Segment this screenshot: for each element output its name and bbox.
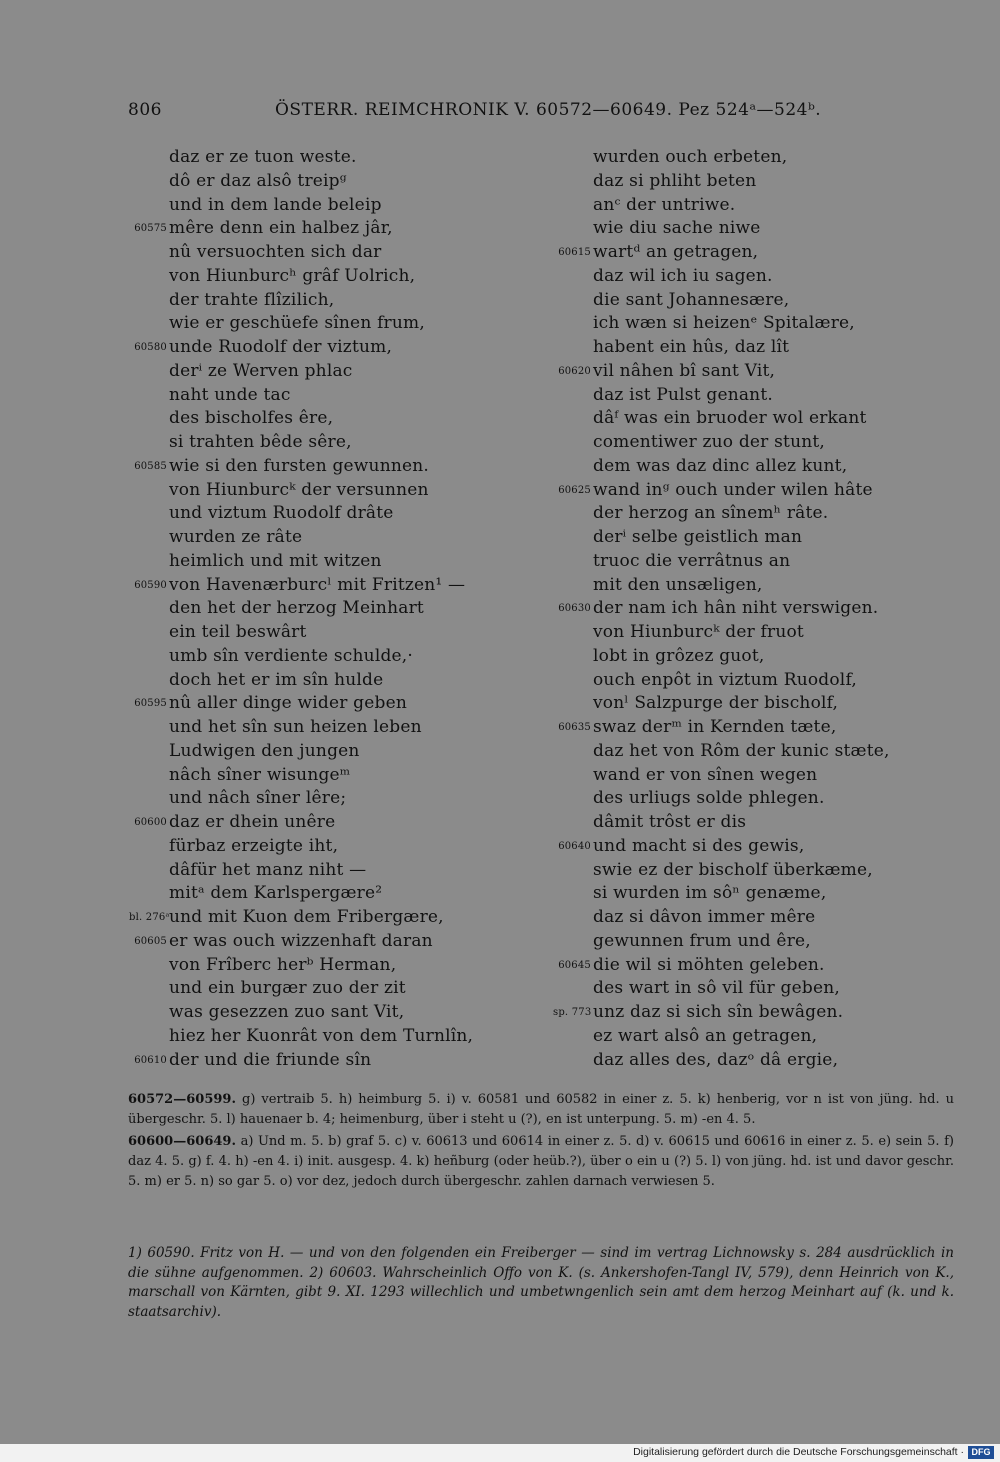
verse-line [129,455,549,479]
verse-text: wurden ouch erbeten, [593,147,788,167]
verse-text: swaz derᵐ in Kernden tæte, [593,717,837,737]
line-number: 60605 [134,935,167,947]
verse-line [129,550,549,574]
line-number: 60645 [558,959,591,971]
verse-line [129,906,549,930]
verse-text: die sant Johannesære, [593,289,790,310]
verse-text: derⁱ ze Werven phlac [169,360,353,381]
verse-line [129,574,549,598]
verse-line [553,455,973,479]
verse-text: daz wil ich iu sagen. [593,265,773,286]
verse-line [129,669,549,693]
verse-line [129,194,549,218]
verse-text: lobt in grôzez guot, [593,645,765,666]
page-number: 806 [128,100,162,120]
apparatus-section: 60600—60649. [128,1134,236,1149]
verse-text: und mit Kuon dem Fribergære, [169,907,444,927]
verse-line [553,170,973,194]
verse-text: comentiwer zuo der stunt, [593,432,826,452]
verse-line [553,1025,973,1049]
verse-text: mit den unsæligen, [593,574,763,595]
verse-text: von Hiunburcʰ grâf Uolrich, [169,265,416,286]
verse-line [129,1049,549,1073]
verse-text: vonˡ Salzpurge der bischolf, [593,693,839,714]
verse-line [129,645,549,669]
verse-text: unde Ruodolf der viztum, [169,337,393,357]
verse-text: der trahte flîzilich, [169,289,335,310]
verse-line [129,384,549,408]
verse-text: und nâch sîner lêre; [169,788,347,809]
verse-text: des bischolfes êre, [169,408,334,429]
verse-line [553,1049,973,1073]
verse-line [129,882,549,906]
verse-line [553,431,973,455]
verse-line [129,954,549,978]
verse-line [553,217,973,241]
verse-text: was gesezzen zuo sant Vit, [169,1002,405,1022]
verse-text: nû versuochten sich dar [169,242,382,262]
verse-line [553,336,973,360]
verse-line [553,787,973,811]
verse-line [129,217,549,241]
verse-text: und viztum Ruodolf drâte [169,503,394,524]
verse-line [129,740,549,764]
verse-line [553,526,973,550]
verse-text: dô er daz alsô treipᵍ [169,170,347,191]
verse-text: wie er geschüefe sînen frum, [169,313,425,334]
verse-text: und ein burgær zuo der zit [169,978,406,999]
verse-line [553,692,973,716]
left-verse-column [129,146,549,1072]
verse-text: wie si den fursten gewunnen. [169,455,430,476]
verse-line [553,312,973,336]
verse-line [553,859,973,883]
verse-line [553,384,973,408]
line-number: sp. 773 [553,1007,592,1018]
verse-text: habent ein hûs, daz lît [593,337,790,357]
verse-line [129,787,549,811]
verse-text: nâch sîner wisungeᵐ [169,764,351,785]
verse-line [553,669,973,693]
verse-line [129,621,549,645]
line-number: 60630 [558,603,591,615]
line-number: 60600 [134,817,167,828]
verse-line [553,574,973,598]
verse-text: daz si phliht beten [593,170,757,191]
verse-line [553,1001,973,1025]
verse-line [129,977,549,1001]
verse-line [553,977,973,1001]
verse-line [129,764,549,788]
verse-line [129,312,549,336]
verse-text: truoc die verrâtnus an [593,550,791,571]
verse-line [129,1001,549,1025]
verse-line [553,289,973,313]
verse-line [553,241,973,265]
verse-line [129,692,549,716]
verse-text: von Hiunburcᵏ der versunnen [169,479,429,500]
verse-line [129,859,549,883]
verse-text: der nam ich hân niht verswigen. [593,598,879,619]
verse-text: daz er dhein unêre [169,812,336,832]
verse-text: umb sîn verdiente schulde,· [169,645,414,666]
verse-text: er was ouch wizzenhaft daran [169,930,433,951]
verse-text: von Frîberc herᵇ Herman, [169,954,397,975]
verse-line [129,930,549,954]
footnote-text: 1) 60590. Fritz von H. — und von den folgenden ein Freiberger — sind im vertrag Lichnowsky s. 284 ausdrücklich in die sühne aufgenommen. 2) 60603. Wahrscheinlich Offo von K. (s. Ankershofen-Tangl IV, 579), denn Heinrich von K., marschall von Kärnten, gibt 9. XI. 1293 willechlich und umbetwngenlich sein amt dem herzog Meinhart auf (k. und k. staatsarchiv). [128,1245,954,1320]
verse-line [553,906,973,930]
verse-text: hiez her Kuonrât von dem Turnlîn, [169,1025,474,1046]
verse-line [553,597,973,621]
critical-apparatus [128,1090,954,1194]
verse-line [553,930,973,954]
verse-text: und het sîn sun heizen leben [169,717,422,737]
verse-text: si wurden im sôⁿ genæme, [593,883,827,904]
verse-line [553,479,973,503]
line-number: 60595 [134,698,167,710]
verse-text: vil nâhen bî sant Vit, [593,360,776,381]
verse-text: der und die friunde sîn [169,1049,372,1070]
verse-line [129,431,549,455]
line-number: 60635 [558,722,591,733]
line-number: 60590 [134,579,167,591]
verse-line [553,716,973,740]
verse-text: daz alles des, dazᵒ dâ ergie, [593,1049,839,1070]
apparatus-text: g) vertraib 5. h) heimburg 5. i) v. 60581 und 60582 in einer z. 5. k) henberig, vor n ist von jüng. hd. u übergeschr. 5. l) hauenaer b. 4; heimenburg, über i steht u (?), en ist unterpung. 5. m) -en 4. 5. [128,1092,954,1127]
dfg-logo: DFG [968,1446,994,1459]
verse-text: swie ez der bischolf überkæme, [593,859,873,880]
verse-text: daz het von Rôm der kunic stæte, [593,740,890,761]
verse-text: ouch enpôt in viztum Ruodolf, [593,669,857,690]
verse-text: von Hiunburcᵏ der fruot [593,622,804,642]
verse-text: dâᶠ was ein bruoder wol erkant [593,408,867,429]
verse-line [129,407,549,431]
verse-text: dem was daz dinc allez kunt, [593,455,848,476]
verse-text: daz ist Pulst genant. [593,384,773,405]
verse-text: fürbaz erzeigte iht, [169,835,339,856]
line-number: 60640 [558,840,591,852]
verse-text: naht unde tac [169,384,291,405]
verse-line [129,146,549,170]
verse-line [553,550,973,574]
verse-line [553,146,973,170]
verse-line [129,241,549,265]
verse-line [129,360,549,384]
line-number: 60615 [558,247,591,258]
verse-text: und in dem lande beleip [169,194,382,215]
verse-line [129,716,549,740]
verse-line [553,502,973,526]
verse-line [553,194,973,218]
footnotes [128,1244,954,1322]
verse-text: mêre denn ein halbez jâr, [169,218,393,239]
verse-text: des urliugs solde phlegen. [593,788,825,809]
verse-line [553,835,973,859]
line-number: 60580 [134,342,167,353]
verse-text: daz si dâvon immer mêre [593,907,816,927]
verse-text: von Havenærburcˡ mit Fritzen¹ — [169,574,466,595]
verse-line [129,479,549,503]
verse-line [129,1025,549,1049]
verse-text: nû aller dinge wider geben [169,693,408,714]
verse-line [129,170,549,194]
verse-line [129,289,549,313]
verse-line [129,835,549,859]
verse-text: den het der herzog Meinhart [169,598,424,619]
verse-text: anᶜ der untriwe. [593,194,736,215]
apparatus-entry [128,1132,954,1192]
line-number: 60610 [134,1054,167,1066]
line-number: 60625 [558,484,591,496]
line-number: bl. 276ᵃ [129,912,170,923]
verse-line [553,645,973,669]
verse-text: ein teil beswârt [169,622,307,642]
verse-text: wurden ze râte [169,527,303,547]
verse-text: gewunnen frum und êre, [593,930,811,951]
verse-text: wand inᵍ ouch under wilen hâte [593,479,873,500]
verse-line [553,882,973,906]
verse-line [553,265,973,289]
verse-text: ez wart alsô an getragen, [593,1025,818,1046]
verse-line [129,336,549,360]
verse-line [553,954,973,978]
verse-text: unz daz si sich sîn bewâgen. [593,1002,844,1022]
verse-text: wand er von sînen wegen [593,764,818,785]
verse-text: si trahten bêde sêre, [169,432,352,452]
verse-text: und macht si des gewis, [593,835,805,856]
verse-line [553,811,973,835]
verse-text: mitᵃ dem Karlspergære² [169,883,383,904]
footer-bar [0,1444,1000,1462]
line-number: 60620 [558,365,591,377]
footer-credit: Digitalisierung gefördert durch die Deutsche Forschungsgemeinschaft · [633,1446,964,1458]
verse-line [129,597,549,621]
verse-line [129,265,549,289]
verse-text: derⁱ selbe geistlich man [593,527,803,547]
verse-text: dâmit trôst er dis [593,812,747,832]
verse-line [553,360,973,384]
line-number: 60575 [134,223,167,235]
verse-text: doch het er im sîn hulde [169,669,384,690]
verse-text: daz er ze tuon weste. [169,147,357,167]
verse-text: ich wæn si heizenᵉ Spitalære, [593,313,855,334]
verse-line [553,740,973,764]
verse-line [129,811,549,835]
apparatus-entry [128,1090,954,1130]
running-title: ÖSTERR. REIMCHRONIK V. 60572—60649. Pez 524ᵃ—524ᵇ. [275,100,822,120]
verse-text: die wil si möhten geleben. [593,954,825,975]
apparatus-text: a) Und m. 5. b) graf 5. c) v. 60613 und 60614 in einer z. 5. d) v. 60615 und 60616 in einer z. 5. e) sein 5. f) daz 4. 5. g) f. 4. h) -en 4. i) init. ausgesp. 4. k) heñburg (oder heüb.?), über o ein u (?) 5. l) von jüng. hd. ist und davor geschr. 5. m) er 5. n) so gar 5. o) vor dez, jedoch durch übergeschr. zahlen darnach verwiesen 5. [128,1134,954,1189]
verse-text: wie diu sache niwe [593,218,761,239]
verse-text: heimlich und mit witzen [169,550,382,571]
verse-line [553,764,973,788]
verse-line [129,502,549,526]
verse-text: des wart in sô vil für geben, [593,978,840,999]
right-verse-column [553,146,973,1072]
verse-text: Ludwigen den jungen [169,740,360,761]
line-number: 60585 [134,460,167,472]
verse-text: der herzog an sînemʰ râte. [593,503,829,524]
verse-line [553,621,973,645]
verse-text: wartᵈ an getragen, [593,242,759,262]
apparatus-section: 60572—60599. [128,1092,236,1107]
verse-line [129,526,549,550]
verse-text: dâfür het manz niht — [169,859,367,880]
verse-line [553,407,973,431]
